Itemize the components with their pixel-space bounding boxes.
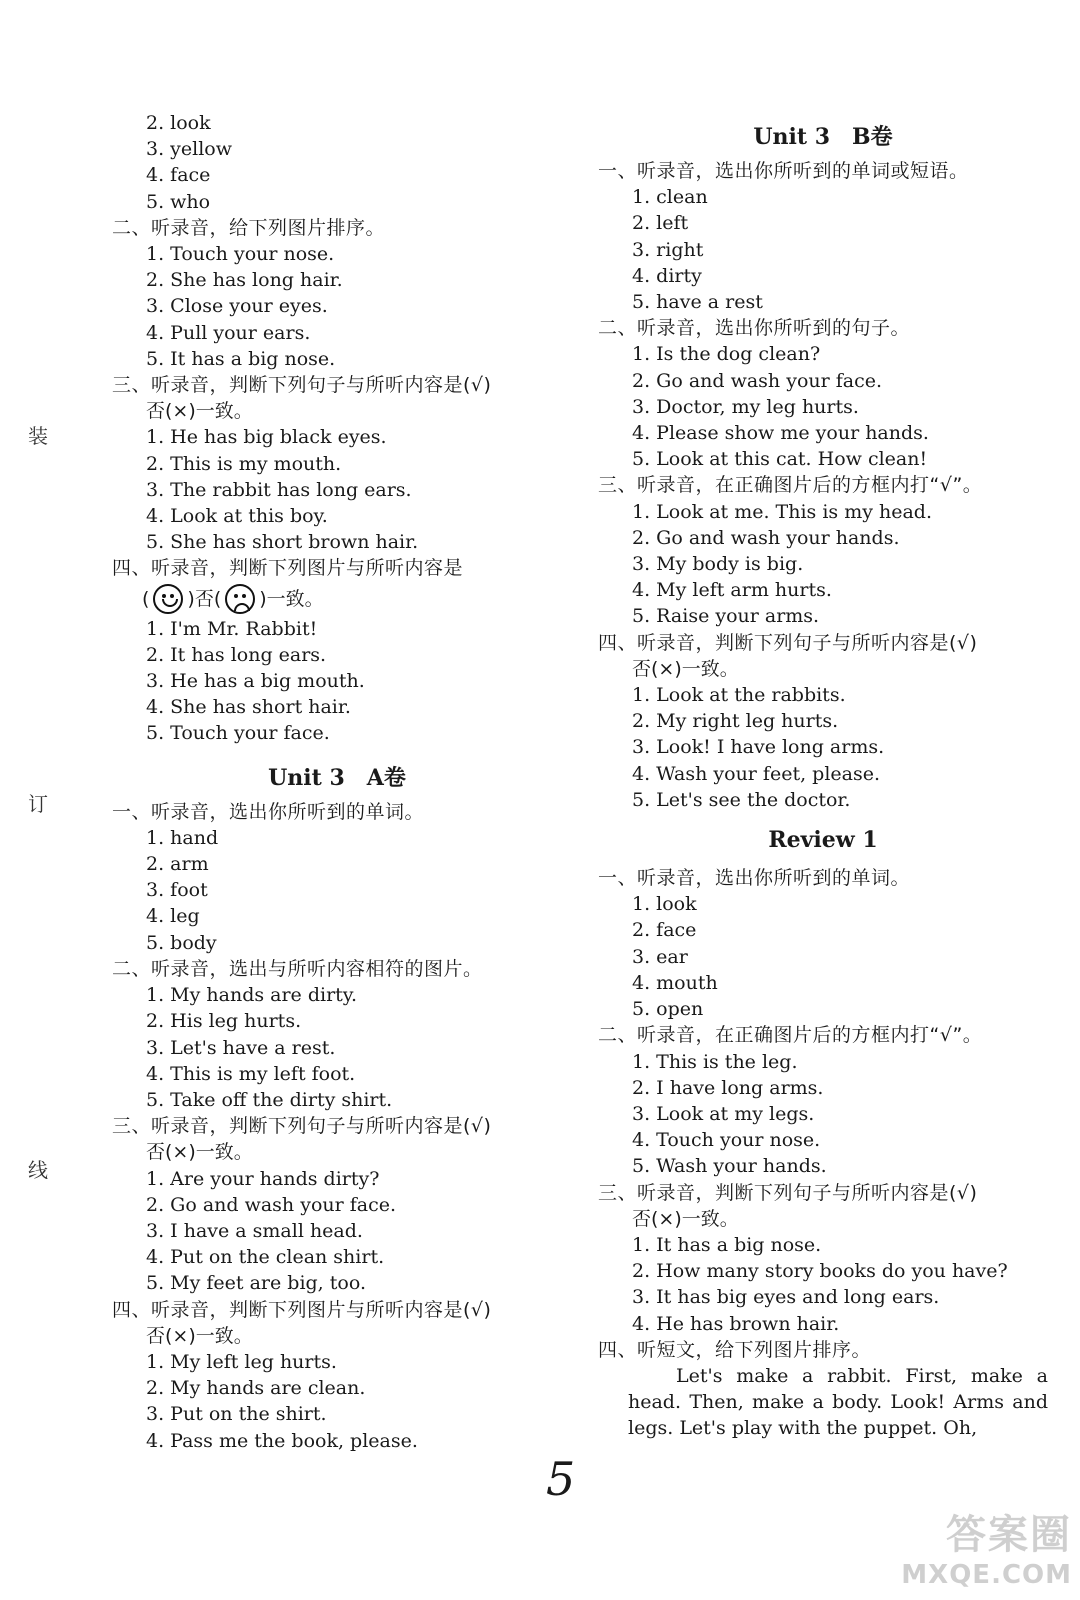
section-heading: 四、听短文，给下列图片排序。 (598, 1338, 872, 1361)
paren-open: ( (142, 587, 150, 610)
list-item: 5. Wash your hands. (632, 1155, 827, 1178)
left-column (112, 110, 562, 1454)
list-item: 3. Close your eyes. (146, 295, 328, 318)
list-item: 2. look (146, 112, 211, 134)
list-item: 2. Go and wash your hands. (632, 526, 900, 549)
right-column (598, 110, 1048, 1442)
list-item: 1. clean (632, 186, 708, 209)
list-item: 2. left (632, 212, 689, 235)
list-item: 3. ear (632, 945, 688, 968)
list-item: 2. My hands are clean. (146, 1377, 366, 1400)
list-item: 4. Look at this boy. (146, 505, 328, 528)
list-item: 2. How many story books do you have? (632, 1260, 1008, 1283)
section-heading: 四、听录音，判断下列图片与所听内容是(√) (112, 1298, 492, 1321)
list-item: 4. Pull your ears. (146, 321, 311, 344)
section-heading: 二、听录音，选出与所听内容相符的图片。 (112, 957, 483, 980)
smiley-face-icon (153, 584, 183, 614)
list-item: 5. My feet are big, too. (146, 1272, 366, 1295)
section-heading: 三、听录音，判断下列句子与所听内容是(√) (112, 1115, 492, 1138)
passage-text: Let's make a rabbit. First, make a head. Then, make a body. Look! Arms and legs. Let's play with the puppet. Oh, (628, 1364, 1048, 1440)
sad-face-icon (225, 584, 255, 614)
list-item: 2. His leg hurts. (146, 1010, 302, 1033)
list-item: 2. Go and wash your face. (146, 1193, 397, 1216)
list-item: 3. yellow (146, 138, 233, 161)
paren-end: )一致。 (259, 587, 324, 610)
section-heading: 一、听录音，选出你所听到的单词或短语。 (598, 160, 969, 182)
section-heading: 一、听录音，选出你所听到的单词。 (112, 800, 425, 823)
unit-title: Unit 3 B卷 (753, 124, 893, 150)
list-item: 5. body (146, 931, 217, 954)
section-heading: 四、听录音，判断下列句子与所听内容是(√) (598, 631, 978, 654)
list-item: 5. who (146, 190, 211, 213)
list-item: 5. have a rest (632, 291, 763, 314)
list-item: 3. right (632, 238, 704, 261)
section-heading: 一、听录音，选出你所听到的单词。 (598, 867, 911, 890)
list-item: 5. Take off the dirty shirt. (146, 1088, 393, 1111)
page-number: 5 (546, 1452, 576, 1506)
section-heading: 三、听录音，在正确图片后的方框内打“√”。 (598, 474, 983, 497)
list-item: 1. Look at the rabbits. (632, 684, 846, 707)
list-item: 4. dirty (632, 264, 702, 287)
list-item: 1. This is the leg. (632, 1050, 798, 1073)
list-item: 4. Please show me your hands. (632, 422, 929, 445)
section-heading: 三、听录音，判断下列句子与所听内容是(√) (112, 374, 492, 397)
list-item: 2. Go and wash your face. (632, 369, 883, 392)
section-heading-cont: 否(×)一致。 (632, 1207, 739, 1230)
section-heading: 二、听录音，选出你所听到的句子。 (598, 317, 911, 340)
list-item: 5. Touch your face. (146, 722, 330, 745)
section-heading: 四、听录音，判断下列图片与所听内容是 (112, 557, 464, 580)
list-item: 5. It has a big nose. (146, 347, 336, 370)
list-item: 4. This is my left foot. (146, 1062, 356, 1085)
face-choice-row (112, 582, 562, 616)
list-item: 3. Look at my legs. (632, 1102, 815, 1125)
section-heading-cont: 否(×)一致。 (146, 1141, 253, 1164)
list-item: 4. He has brown hair. (632, 1312, 840, 1335)
list-item: 4. Touch your nose. (632, 1129, 821, 1152)
list-item: 1. My left leg hurts. (146, 1350, 337, 1373)
list-item: 3. He has a big mouth. (146, 670, 365, 693)
list-item: 1. He has big black eyes. (146, 426, 387, 449)
paren-mid: )否( (187, 587, 222, 610)
list-item: 2. I have long arms. (632, 1076, 824, 1099)
list-item: 2. arm (146, 853, 209, 876)
list-item: 4. leg (146, 905, 200, 928)
section-heading-cont: 否(×)一致。 (146, 1324, 253, 1347)
list-item: 3. Doctor, my leg hurts. (632, 395, 859, 418)
list-item: 4. face (146, 164, 211, 187)
list-item: 3. foot (146, 879, 208, 902)
section-heading-cont: 否(×)一致。 (632, 657, 739, 680)
list-item: 5. Look at this cat. How clean! (632, 448, 928, 471)
list-item: 1. Touch your nose. (146, 243, 335, 266)
watermark-url: MXQE.COM (901, 1560, 1072, 1590)
list-item: 1. My hands are dirty. (146, 984, 358, 1007)
list-item: 3. The rabbit has long ears. (146, 478, 412, 501)
list-item: 1. look (632, 893, 697, 916)
review-title: Review 1 (768, 827, 878, 854)
list-item: 1. Look at me. This is my head. (632, 500, 933, 523)
list-item: 2. This is my mouth. (146, 452, 342, 475)
unit-title: Unit 3 A卷 (268, 764, 406, 791)
list-item: 2. It has long ears. (146, 643, 327, 666)
list-item: 3. Put on the shirt. (146, 1403, 327, 1426)
list-item: 5. open (632, 998, 704, 1021)
list-item: 4. Wash your feet, please. (632, 762, 881, 785)
list-item: 2. She has long hair. (146, 269, 343, 292)
binding-mark-zhuang: 装 (28, 424, 48, 448)
list-item: 1. It has a big nose. (632, 1233, 822, 1256)
list-item: 4. Pass me the book, please. (146, 1429, 418, 1452)
list-item: 1. Is the dog clean? (632, 343, 821, 366)
list-item: 5. Raise your arms. (632, 605, 820, 628)
section-heading-cont: 否(×)一致。 (146, 400, 253, 423)
list-item: 3. My body is big. (632, 553, 804, 576)
list-item: 4. She has short hair. (146, 696, 351, 719)
list-item: 1. hand (146, 826, 219, 849)
list-item: 4. Put on the clean shirt. (146, 1246, 385, 1269)
list-item: 2. My right leg hurts. (632, 710, 839, 733)
binding-mark-ding: 订 (28, 792, 48, 816)
list-item: 1. I'm Mr. Rabbit! (146, 617, 318, 640)
list-item: 2. face (632, 919, 697, 942)
list-item: 1. Are your hands dirty? (146, 1167, 380, 1190)
section-heading: 三、听录音，判断下列句子与所听内容是(√) (598, 1181, 978, 1204)
binding-mark-xian: 线 (28, 1158, 48, 1182)
list-item: 4. mouth (632, 971, 718, 994)
watermark-text: 答案圈 (946, 1512, 1072, 1558)
list-item: 3. Let's have a rest. (146, 1036, 336, 1059)
section-heading: 二、听录音，在正确图片后的方框内打“√”。 (598, 1024, 983, 1047)
list-item: 3. Look! I have long arms. (632, 736, 885, 759)
list-item: 3. I have a small head. (146, 1219, 363, 1242)
watermark (901, 1503, 1072, 1590)
list-item: 3. It has big eyes and long ears. (632, 1286, 940, 1309)
list-item: 5. She has short brown hair. (146, 531, 419, 554)
section-heading: 二、听录音，给下列图片排序。 (112, 216, 386, 239)
list-item: 4. My left arm hurts. (632, 579, 832, 602)
list-item: 5. Let's see the doctor. (632, 788, 851, 811)
